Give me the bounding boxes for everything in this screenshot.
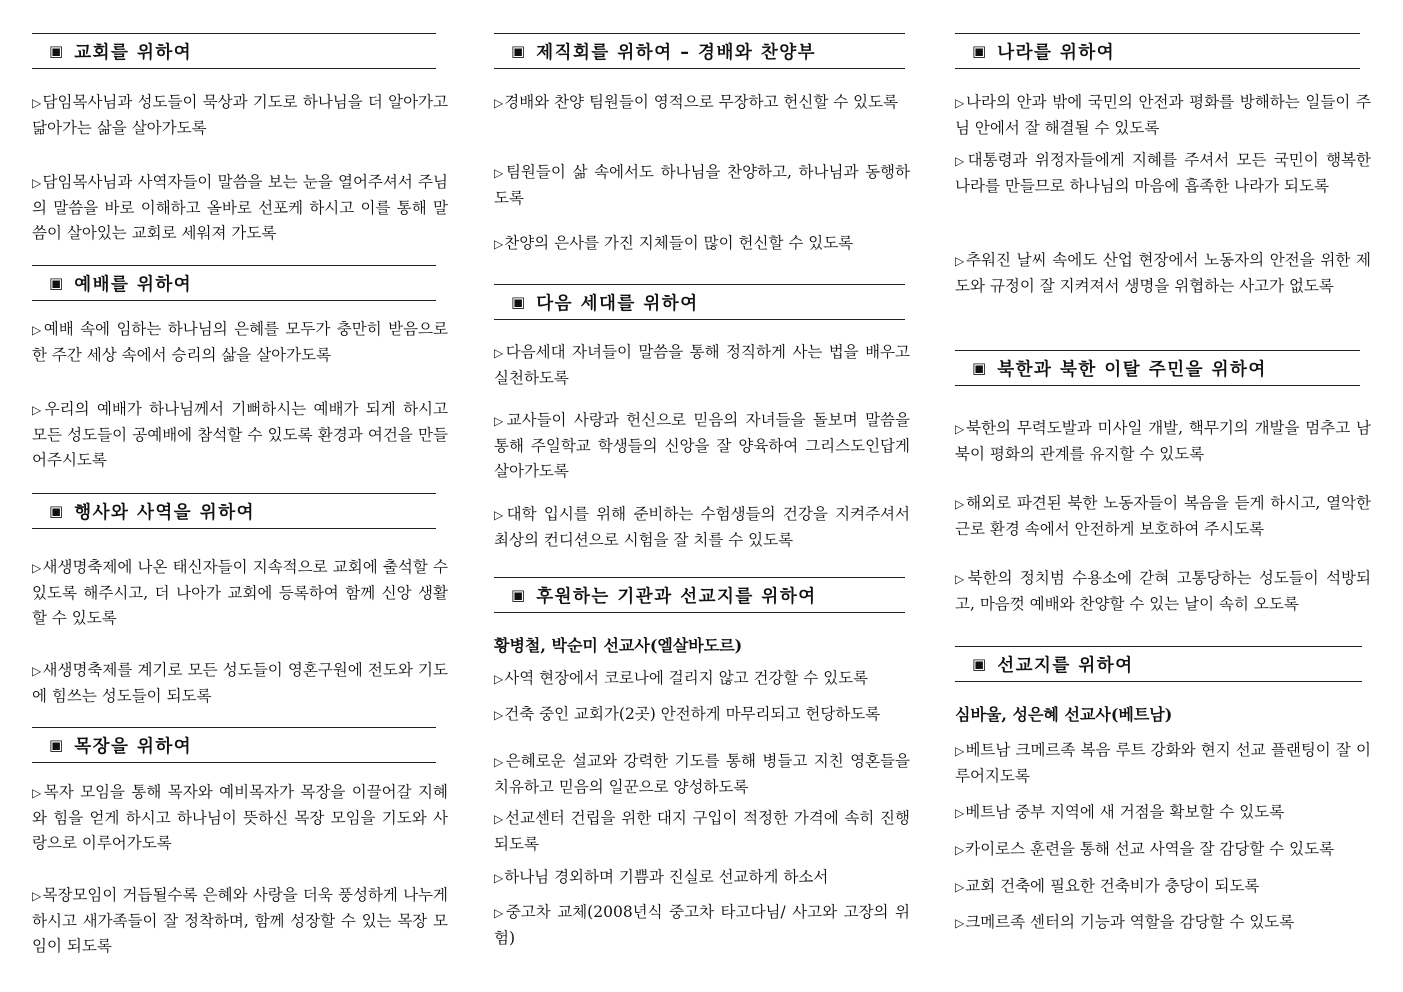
triangle-marker-icon: ▷ [32, 96, 42, 110]
prayer-item: ▷추워진 날씨 속에도 산업 현장에서 노동자의 안전을 위한 제도와 규정이 잘 지켜져서 생명을 위협하는 사고가 없도록 [955, 251, 1371, 295]
square-bullet-icon: ▣ [511, 292, 526, 311]
triangle-marker-icon: ▷ [32, 323, 43, 337]
prayer-item: ▷해외로 파견된 북한 노동자들이 복음을 듣게 하시고, 열악한 근로 환경 속에서 안전하게 보호하여 주시도록 [955, 494, 1371, 538]
section-header-nation [955, 33, 1360, 69]
triangle-marker-icon: ▷ [494, 708, 504, 722]
section-header-worship [32, 265, 436, 301]
prayer-item: ▷은혜로운 설교와 강력한 기도를 통해 병들고 지친 영혼들을 치유하고 믿음의 일꾼으로 양성하도록 [494, 752, 910, 796]
prayer-item: ▷예배 속에 임하는 하나님의 은혜를 모두가 충만히 받음으로 한 주간 세상 속에서 승리의 삶을 살아가도록 [32, 320, 448, 364]
prayer-item: ▷새생명축제에 나온 태신자들이 지속적으로 교회에 출석할 수 있도록 해주시고, 더 나아가 교회에 등록하여 함께 신앙 생활할 수 있도록 [32, 558, 448, 627]
prayer-item: ▷새생명축제를 계기로 모든 성도들이 영혼구원에 전도와 기도에 힘쓰는 성도들이 되도록 [32, 661, 448, 705]
triangle-marker-icon: ▷ [955, 254, 966, 268]
prayer-item: ▷카이로스 훈련을 통해 선교 사역을 잘 감당할 수 있도록 [955, 840, 1335, 858]
prayer-item: ▷베트남 크메르족 복음 루트 강화와 현지 선교 플랜팅이 잘 이루어지도록 [955, 741, 1371, 785]
square-bullet-icon: ▣ [49, 41, 64, 60]
triangle-marker-icon: ▷ [32, 403, 44, 417]
triangle-marker-icon: ▷ [32, 176, 42, 190]
triangle-marker-icon: ▷ [494, 871, 504, 885]
prayer-item: ▷대통령과 위정자들에게 지혜를 주셔서 모든 국민이 행복한 나라를 만들므로 하나님의 마음에 흡족한 나라가 되도록 [955, 151, 1371, 195]
triangle-marker-icon: ▷ [494, 755, 505, 769]
prayer-item: ▷담임목사님과 사역자들이 말씀을 보는 눈을 열어주셔서 주님의 말씀을 바로 이해하고 올바로 선포케 하시고 이를 통해 말씀이 살아있는 교회로 세워져 가도록 [32, 173, 448, 242]
square-bullet-icon: ▣ [49, 501, 64, 520]
missionary-name: 심바울, 성은혜 선교사(베트남) [955, 705, 1173, 724]
triangle-marker-icon: ▷ [955, 880, 965, 894]
section-title: 선교지를 위하여 [997, 655, 1134, 676]
prayer-item: ▷교사들이 사랑과 헌신으로 믿음의 자녀들을 돌보며 말씀을 통해 주일학교 학생들의 신앙을 잘 양육하여 그리스도인답게 살아가도록 [494, 411, 910, 480]
triangle-marker-icon: ▷ [494, 96, 504, 110]
section-title: 교회를 위하여 [74, 42, 193, 63]
square-bullet-icon: ▣ [511, 41, 526, 60]
prayer-item: ▷북한의 무력도발과 미사일 개발, 핵무기의 개발을 멈추고 남북이 평화의 관계를 유지할 수 있도록 [955, 419, 1371, 463]
section-header-supported-missions [494, 577, 905, 613]
section-title: 예배를 위하여 [74, 274, 193, 295]
triangle-marker-icon: ▷ [494, 166, 505, 180]
prayer-item: ▷다음세대 자녀들이 말씀을 통해 정직하게 사는 법을 배우고 실천하도록 [494, 343, 910, 387]
section-title: 다음 세대를 위하여 [536, 293, 699, 314]
prayer-item: ▷목자 모임을 통해 목자와 예비목자가 목장을 이끌어갈 지혜와 힘을 얻게 하시고 하나님이 뜻하신 목장 모임을 기도와 사랑으로 이루어가도록 [32, 783, 448, 852]
section-title: 북한과 북한 이탈 주민을 위하여 [997, 359, 1267, 380]
prayer-item: ▷선교센터 건립을 위한 대지 구입이 적정한 가격에 속히 진행되도록 [494, 809, 910, 853]
prayer-item: ▷교회 건축에 필요한 건축비가 충당이 되도록 [955, 877, 1260, 895]
triangle-marker-icon: ▷ [494, 237, 504, 251]
section-header-deacons [494, 33, 905, 69]
prayer-item: ▷북한의 정치범 수용소에 갇혀 고통당하는 성도들이 석방되고, 마음껏 예배와 찬양할 수 있는 날이 속히 오도록 [955, 569, 1371, 613]
triangle-marker-icon: ▷ [32, 889, 42, 903]
square-bullet-icon: ▣ [49, 273, 64, 292]
triangle-marker-icon: ▷ [955, 422, 966, 436]
missionary-name: 황병철, 박순미 선교사(엘살바도르) [494, 636, 743, 655]
prayer-item: ▷대학 입시를 위해 준비하는 수험생들의 건강을 지켜주셔서 최상의 컨디션으로 시험을 잘 치를 수 있도록 [494, 505, 910, 549]
prayer-item: ▷건축 중인 교회가(2곳) 안전하게 마무리되고 헌당하도록 [494, 705, 881, 723]
triangle-marker-icon: ▷ [494, 346, 505, 360]
triangle-marker-icon: ▷ [955, 572, 967, 586]
prayer-item: ▷크메르족 센터의 기능과 역할을 감당할 수 있도록 [955, 913, 1295, 931]
triangle-marker-icon: ▷ [32, 786, 43, 800]
triangle-marker-icon: ▷ [955, 497, 966, 511]
section-header-church [32, 33, 436, 69]
prayer-item: ▷담임목사님과 성도들이 묵상과 기도로 하나님을 더 알아가고 닮아가는 삶을 살아가도록 [32, 93, 448, 137]
section-title: 제직회를 위하여 – 경배와 찬양부 [536, 42, 817, 63]
section-title: 목장을 위하여 [74, 736, 193, 757]
prayer-item: ▷팀원들이 삶 속에서도 하나님을 찬양하고, 하나님과 동행하도록 [494, 163, 910, 207]
section-header-next-generation [494, 284, 905, 320]
triangle-marker-icon: ▷ [494, 812, 505, 826]
section-title: 나라를 위하여 [997, 42, 1116, 63]
triangle-marker-icon: ▷ [955, 744, 965, 758]
square-bullet-icon: ▣ [972, 41, 987, 60]
prayer-item: ▷베트남 중부 지역에 새 거점을 확보할 수 있도록 [955, 803, 1285, 821]
square-bullet-icon: ▣ [972, 654, 987, 673]
prayer-item: ▷하나님 경외하며 기쁨과 진실로 선교하게 하소서 [494, 868, 829, 886]
section-header-north-korea [955, 350, 1360, 386]
section-header-events [32, 493, 436, 529]
square-bullet-icon: ▣ [972, 358, 987, 377]
prayer-item: ▷우리의 예배가 하나님께서 기뻐하시는 예배가 되게 하시고 모든 성도들이 공예배에 참석할 수 있도록 환경과 여건을 만들어주시도록 [32, 400, 448, 469]
prayer-item: ▷찬양의 은사를 가진 지체들이 많이 헌신할 수 있도록 [494, 234, 854, 252]
triangle-marker-icon: ▷ [32, 561, 42, 575]
triangle-marker-icon: ▷ [494, 672, 504, 686]
prayer-item: ▷사역 현장에서 코로나에 걸리지 않고 건강할 수 있도록 [494, 669, 869, 687]
section-header-cell-group [32, 727, 436, 763]
square-bullet-icon: ▣ [49, 735, 64, 754]
triangle-marker-icon: ▷ [494, 508, 506, 522]
triangle-marker-icon: ▷ [494, 414, 506, 428]
section-header-mission-field [955, 646, 1362, 682]
prayer-item: ▷나라의 안과 밖에 국민의 안전과 평화를 방해하는 일들이 주님 안에서 잘 해결될 수 있도록 [955, 93, 1371, 137]
triangle-marker-icon: ▷ [955, 154, 967, 168]
triangle-marker-icon: ▷ [955, 806, 965, 820]
prayer-item: ▷중고차 교체(2008년식 중고차 타고다님/ 사고와 고장의 위험) [494, 903, 910, 947]
square-bullet-icon: ▣ [511, 585, 526, 604]
triangle-marker-icon: ▷ [955, 916, 965, 930]
triangle-marker-icon: ▷ [955, 96, 966, 110]
prayer-item: ▷경배와 찬양 팀원들이 영적으로 무장하고 헌신할 수 있도록 [494, 93, 899, 111]
prayer-item: ▷목장모임이 거듭될수록 은혜와 사랑을 더욱 풍성하게 나누게 하시고 새가족들이 잘 정착하며, 함께 성장할 수 있는 목장 모임이 되도록 [32, 886, 448, 955]
section-title: 후원하는 기관과 선교지를 위하여 [536, 586, 817, 607]
triangle-marker-icon: ▷ [955, 843, 965, 857]
section-title: 행사와 사역을 위하여 [74, 502, 256, 523]
triangle-marker-icon: ▷ [494, 906, 505, 920]
triangle-marker-icon: ▷ [32, 664, 42, 678]
